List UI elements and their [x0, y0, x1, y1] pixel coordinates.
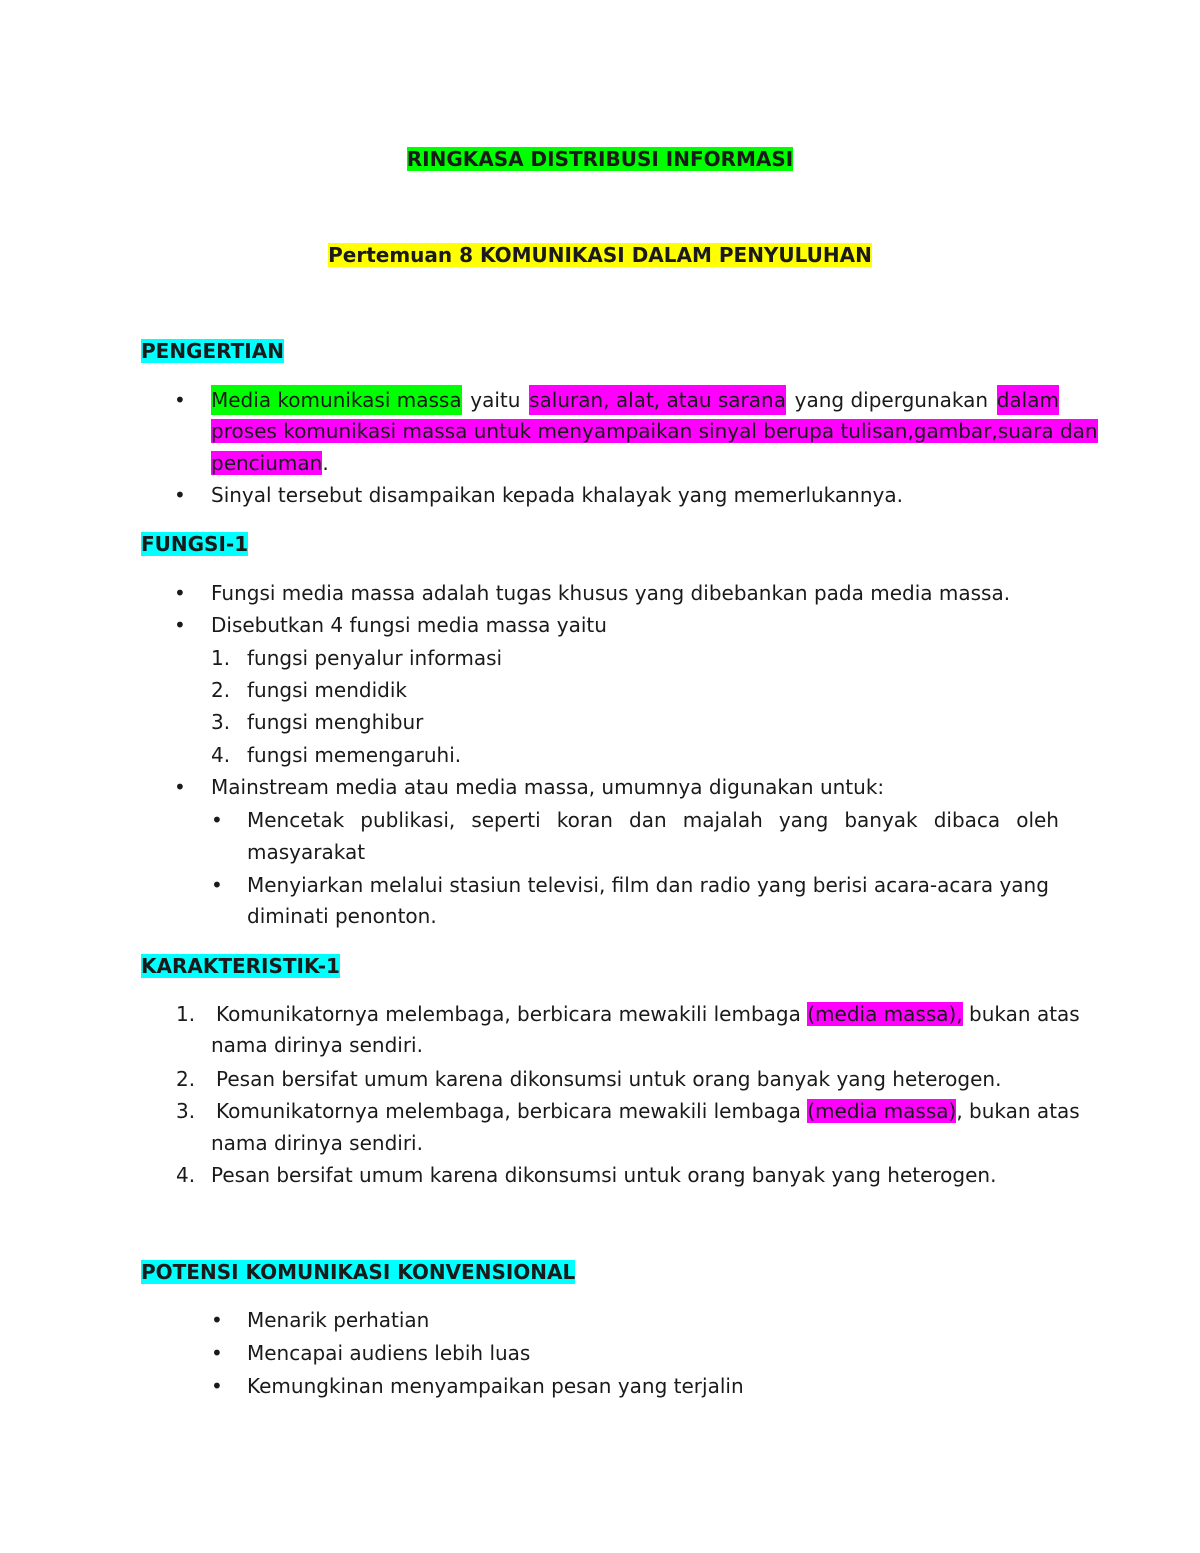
list-number: 3. — [176, 1099, 196, 1123]
fungsi-item-3: fungsi menghibur — [247, 710, 424, 734]
bullet-icon: • — [211, 1341, 223, 1365]
text-dipergunakan: yang dipergunakan — [794, 388, 989, 412]
bullet-icon: • — [174, 581, 186, 605]
bullet-icon: • — [211, 873, 223, 897]
document-subtitle — [0, 240, 1200, 270]
title-text: RINGKASA DISTRIBUSI INFORMASI — [406, 147, 794, 171]
list-number: 1. — [211, 646, 231, 670]
fungsi-sub-bullet-1-line-1 — [247, 805, 1059, 835]
highlight-dalam: dalam — [997, 385, 1059, 415]
fungsi-item-4: fungsi memengaruhi. — [247, 743, 462, 767]
list-number: 4. — [176, 1163, 196, 1187]
highlight-media-massa: (media massa), — [807, 1002, 963, 1026]
highlight-media-massa: (media massa) — [807, 1099, 957, 1123]
text-yaitu: yaitu — [470, 388, 521, 412]
list-number: 4. — [211, 743, 231, 767]
karakteristik-item-2: Pesan bersifat umum karena dikonsumsi untuk orang banyak yang heterogen. — [216, 1067, 1002, 1091]
fungsi-bullet-2: Disebutkan 4 fungsi media massa yaitu — [211, 613, 607, 637]
text: bukan atas — [969, 1002, 1080, 1026]
pengertian-bullet-2: Sinyal tersebut disampaikan kepada khalayak yang memerlukannya. — [211, 483, 903, 507]
word: dan — [629, 808, 667, 832]
pengertian-bullet-1-line-1 — [211, 385, 1059, 415]
pengertian-heading-text: PENGERTIAN — [141, 339, 284, 363]
fungsi-heading — [141, 529, 248, 559]
fungsi-heading-text: FUNGSI-1 — [141, 532, 249, 556]
bullet-icon: • — [174, 388, 186, 412]
pengertian-bullet-1-line-3 — [211, 448, 329, 478]
pengertian-bullet-1-line-2 — [211, 416, 1098, 446]
word: dibaca — [933, 808, 1001, 832]
fungsi-bullet-3: Mainstream media atau media massa, umumnya digunakan untuk: — [211, 775, 885, 799]
karakteristik-item-3-line-1 — [216, 1096, 1080, 1126]
subtitle-text: Pertemuan 8 KOMUNIKASI DALAM PENYULUHAN — [328, 243, 872, 267]
fungsi-bullet-1: Fungsi media massa adalah tugas khusus yang dibebankan pada media massa. — [211, 581, 1011, 605]
text: Komunikatornya melembaga, berbicara mewakili lembaga — [216, 1099, 801, 1123]
highlight-saluran: saluran, alat, atau sarana — [529, 385, 786, 415]
fungsi-sub-bullet-1-line-2: masyarakat — [247, 840, 366, 864]
karakteristik-item-3-line-2: nama dirinya sendiri. — [211, 1131, 423, 1155]
fungsi-item-2: fungsi mendidik — [247, 678, 407, 702]
highlight-penciuman: penciuman — [211, 451, 323, 475]
word: publikasi, — [360, 808, 456, 832]
karakteristik-heading — [141, 951, 340, 981]
fungsi-sub-bullet-2-line-1: Menyiarkan melalui stasiun televisi, film dan radio yang berisi acara-acara yang — [247, 873, 1049, 897]
document-title — [0, 144, 1200, 174]
fungsi-item-1: fungsi penyalur informasi — [247, 646, 503, 670]
word: yang — [778, 808, 829, 832]
pengertian-heading — [141, 336, 284, 366]
highlight-proses: proses komunikasi massa untuk menyampaikan sinyal berupa tulisan,gambar,suara dan — [211, 419, 1098, 443]
word: majalah — [682, 808, 763, 832]
karakteristik-item-1-line-1 — [216, 999, 1080, 1029]
bullet-icon: • — [211, 1308, 223, 1332]
highlight-media-komunikasi: Media komunikasi massa — [211, 385, 462, 415]
karakteristik-item-4: Pesan bersifat umum karena dikonsumsi untuk orang banyak yang heterogen. — [211, 1163, 997, 1187]
list-number: 1. — [176, 1002, 196, 1026]
text: , bukan atas — [956, 1099, 1080, 1123]
word: Mencetak — [247, 808, 345, 832]
fungsi-sub-bullet-2-line-2: diminati penonton. — [247, 904, 437, 928]
period: . — [322, 451, 329, 475]
list-number: 3. — [211, 710, 231, 734]
word: seperti — [471, 808, 541, 832]
potensi-item-1: Menarik perhatian — [247, 1308, 430, 1332]
potensi-heading — [141, 1257, 575, 1287]
bullet-icon: • — [174, 775, 186, 799]
karakteristik-item-1-line-2: nama dirinya sendiri. — [211, 1033, 423, 1057]
word: oleh — [1016, 808, 1059, 832]
potensi-heading-text: POTENSI KOMUNIKASI KONVENSIONAL — [141, 1260, 576, 1284]
potensi-item-2: Mencapai audiens lebih luas — [247, 1341, 531, 1365]
bullet-icon: • — [174, 483, 186, 507]
karakteristik-heading-text: KARAKTERISTIK-1 — [141, 954, 340, 978]
bullet-icon: • — [211, 808, 223, 832]
bullet-icon: • — [174, 613, 186, 637]
word: banyak — [844, 808, 918, 832]
word: koran — [556, 808, 613, 832]
list-number: 2. — [176, 1067, 196, 1091]
text: Komunikatornya melembaga, berbicara mewakili lembaga — [216, 1002, 801, 1026]
bullet-icon: • — [211, 1374, 223, 1398]
potensi-item-3: Kemungkinan menyampaikan pesan yang terjalin — [247, 1374, 744, 1398]
list-number: 2. — [211, 678, 231, 702]
